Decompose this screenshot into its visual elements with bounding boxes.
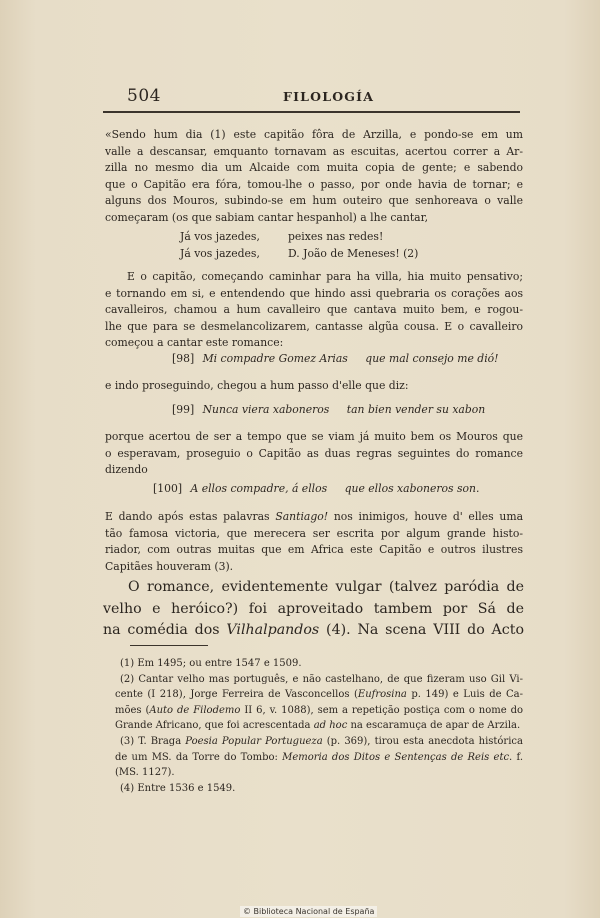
paragraph-after-98 [105, 378, 523, 395]
text-line: velho e heróico?) foi aproveitado tambem por Sá de [103, 600, 524, 617]
text-run: de um MS. da Torre do Tombo: [115, 751, 283, 763]
text-run: nos inimigos, houve d' elles uma [328, 510, 523, 523]
text-run: (3) T. Braga [120, 735, 186, 747]
text-line: alguns dos Mouros, subindo-se em hum outeiro que senhoreava o valle [105, 194, 523, 208]
verse-half: D. João de Meneses! (2) [288, 247, 419, 260]
footnote-4: (4) Entre 1536 e 1549. [120, 782, 236, 794]
romance-99 [172, 403, 485, 416]
header-rule [103, 111, 520, 113]
text-line: riador, com outras muitas que em Africa este Capitão e outros ilustres [105, 543, 523, 557]
romance-verse: tan bien vender su xabon [346, 403, 486, 416]
text-line: o esperavam, proseguio o Capitão as duas regras seguintes do romance [105, 446, 523, 460]
footnote-3 [115, 734, 523, 750]
text-run: Grande Africano, que foi acrescentada [115, 720, 314, 732]
text-run: (p. 369), tirou esta anecdota histórica [322, 735, 523, 747]
romance-number: [100] [153, 482, 183, 495]
paragraph-3 [105, 429, 523, 479]
text-line: e tornando em si, e entendendo que hindo assi quebraria os corações aos [105, 286, 523, 300]
romance-number: [99] [172, 403, 195, 416]
footnote-2-line [115, 718, 523, 734]
text-line: Capitães houveram (3). [105, 559, 234, 573]
paragraph-5 [103, 577, 524, 642]
text-line: e indo proseguindo, chegou a hum passo d'elle que diz: [105, 379, 409, 392]
text-line: O romance, evidentemente vulgar (talvez paródia de [128, 579, 524, 595]
text-line: tão famosa victoria, que merecera ser escrita por algum grande histo- [105, 526, 523, 540]
text-line: E o capitão, começando caminhar para ha villa, hia muito pensativo; [127, 270, 523, 283]
verse-half: Já vos jazedes, [180, 230, 260, 243]
text-line: porque acertou de ser a tempo que se viam já muito bem os Mouros que [105, 430, 523, 443]
text-line: começaram (os que sabiam cantar hespanhol) a lhe cantar, [105, 210, 429, 224]
paragraph-4 [105, 509, 523, 575]
text-line: dizendo [105, 463, 148, 477]
text-run: E dando após estas palavras [105, 510, 276, 523]
footnote-2: (2) Cantar velho mas português, e não castelhano, de que fizeram uso Gil Vi- [120, 673, 523, 685]
text-run: p. 149) e Luis de Ca- [406, 689, 523, 701]
text-run: f. [516, 751, 523, 763]
paragraph-2 [105, 269, 523, 352]
text-run: na escaramuça de apar de Arzila. [347, 720, 521, 732]
text-line: valle a descansar, emquanto tornavam as escuitas, acertou correr a Ar- [105, 144, 523, 158]
footnotes [115, 656, 523, 796]
footnote-3-line: (MS. 1127). [115, 767, 175, 779]
running-head: FILOLOGÍA [283, 89, 375, 104]
romance-verse: que ellos xaboneros son. [344, 482, 480, 495]
italic-run: Vilhalpandos [226, 622, 320, 639]
romance-verse: Nunca viera xaboneros [202, 403, 330, 416]
library-credit: © Biblioteca Nacional de España [240, 906, 377, 917]
italic-run: Eufrosina [357, 689, 407, 701]
footnote-rule [130, 645, 208, 646]
text-run: (4). Na scena VIII do Acto [326, 622, 524, 639]
text-run: II 6, v. 1088), sem a repetição postiça com o nome do [240, 704, 523, 716]
paragraph-1 [105, 127, 523, 227]
text-line [103, 620, 524, 642]
verse-line [180, 245, 418, 262]
footnote-2-line [115, 687, 523, 703]
romance-verse: A ellos compadre, á ellos [190, 482, 328, 495]
italic-run: Memoria dos Ditos e Sentenças de Reis etc. [282, 751, 513, 763]
verse [180, 228, 418, 262]
page-number: 504 [127, 86, 161, 106]
footnote-1: (1) Em 1495; ou entre 1547 e 1509. [120, 658, 302, 669]
text-line: começou a cantar este romance: [105, 336, 284, 350]
romance-100 [153, 482, 479, 495]
italic-run: Auto de Filodemo [149, 704, 241, 716]
romance-verse: Mi compadre Gomez Arias [202, 352, 348, 365]
text-run: na comédia dos [103, 622, 227, 639]
verse-half: Já vos jazedes, [180, 247, 260, 260]
text-run: mões ( [115, 704, 150, 716]
text-run: cente (I 218), Jorge Ferreira de Vasconcellos ( [115, 689, 358, 701]
text-line [105, 509, 523, 526]
romance-verse: que mal consejo me dió! [365, 352, 499, 365]
italic-run: Santiago! [275, 510, 329, 523]
romance-98 [172, 352, 499, 365]
text-line: cavalleiros, chamou a hum cavalleiro que cantava muito bem, e rogou- [105, 303, 523, 317]
text-line: zilla no mesmo dia um Alcaide com muita copia de gente; e sabendo [105, 161, 523, 175]
italic-run: ad hoc [313, 720, 348, 732]
page-header [105, 86, 520, 110]
italic-run: Poesia Popular Portugueza [185, 735, 323, 747]
verse-line [180, 228, 418, 245]
text-line: que o Capitão era fóra, tomou-lhe o passo, por onde havia de tornar; e [105, 177, 523, 191]
verse-half: peixes nas redes! [288, 230, 384, 243]
footnote-2-line [115, 703, 523, 719]
romance-number: [98] [172, 352, 195, 365]
text-line: lhe que para se desmelancolizarem, cantasse algũa cousa. E o cavalleiro [105, 319, 523, 333]
text-line: «Sendo hum dia (1) este capitão fôra de Arzilla, e pondo-se em um [105, 128, 523, 141]
footnote-3-line [115, 750, 523, 766]
